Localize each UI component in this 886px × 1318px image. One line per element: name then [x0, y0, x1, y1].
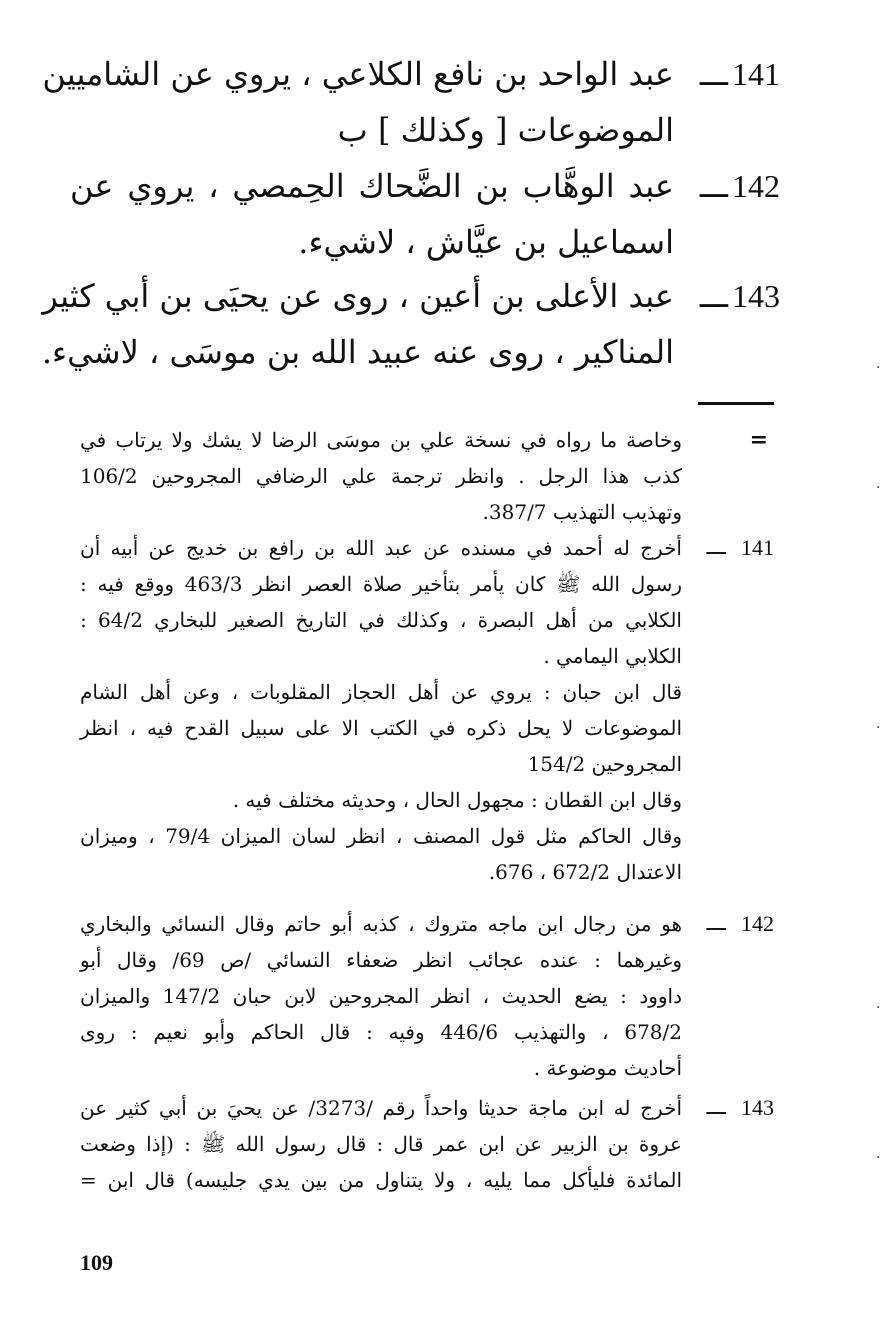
- scan-mark: ·: [876, 480, 881, 496]
- footnote-dash: ـــ: [706, 535, 726, 560]
- scan-mark: ·: [876, 1000, 881, 1016]
- entry-dash: ـــ: [699, 55, 728, 93]
- footnote-line: الكلابي من أهل البصرة ، وكذلك في التاريخ الصغير للبخاري 64/2 :: [80, 608, 682, 632]
- footnote-number: 142: [741, 911, 774, 936]
- continuation-symbol: =: [749, 427, 768, 453]
- footnote-line: الموضوعات لا يحل ذكره في الكتب الا على سبيل القدح فيه ، انظر: [80, 716, 682, 740]
- scan-mark: ·: [876, 1150, 881, 1166]
- entry-line: عبد الأعلى بن أعين ، روى عن يحيَى بن أبي كثير: [42, 277, 674, 315]
- entry-number: 141: [732, 56, 780, 92]
- footnote-line: الاعتدال 672/2 ، 676.: [488, 860, 682, 884]
- entry-line: عبد الواحد بن نافع الكلاعي ، يروي عن الشاميين: [42, 55, 674, 93]
- footnote-line: رسول الله ﷺ كان يأمر بتأخير صلاة العصر انظر 463/3 ووقع فيه :: [80, 572, 682, 596]
- footnote-dash: ـــ: [706, 911, 726, 936]
- footnote-line: أخرج له أحمد في مسنده عن عبد الله بن رافع بن خديج عن أبيه أن: [80, 536, 682, 560]
- footnote-line: هو من رجال ابن ماجه متروك ، كذبه أبو حاتم وقال النسائي والبخاري: [80, 912, 682, 936]
- footnote-line: وقال الحاكم مثل قول المصنف ، انظر لسان الميزان 79/4 ، وميزان: [80, 824, 682, 848]
- entry-number: 142: [732, 168, 780, 204]
- footnote-line: الكلابي اليمامي .: [543, 644, 682, 668]
- footnote-line: المائدة فليأكل مما يليه ، ولا يتناول من بين يدي جليسه) قال ابن =: [80, 1168, 682, 1192]
- footnote-line: وغيرهما : عنده عجائب انظر ضعفاء النسائي /ص 69/ وقال أبو: [80, 948, 682, 972]
- page-number: 109: [80, 1250, 113, 1275]
- footnote-line: داوود : يضع الحديث ، انظر المجروحين لابن حبان 147/2 والميزان: [80, 984, 683, 1008]
- scan-mark: ·: [876, 720, 881, 736]
- footnote-separator-rule: [698, 402, 774, 405]
- entry-line: اسماعيل بن عيَّاش ، لاشيء.: [298, 223, 674, 261]
- entry-number: 143: [732, 278, 780, 314]
- footnote-line: أخرج له ابن ماجة حديثا واحداً رقم /3273/ عن يحيَ بن أبي كثير عن: [80, 1096, 682, 1120]
- footnote-line: المجروحين 154/2: [527, 752, 682, 776]
- entry-line: المناكير ، روى عنه عبيد الله بن موسَى ، لاشيء.: [41, 333, 674, 371]
- entry-line: الموضوعات [ وكذلك ] ب: [337, 111, 674, 149]
- footnote-number: 143: [741, 1095, 774, 1120]
- footnote-line: وقال ابن القطان : مجهول الحال ، وحديثه مختلف فيه .: [232, 788, 682, 812]
- footnote-line: أحاديث موضوعة .: [533, 1056, 682, 1080]
- footnote-line: قال ابن حبان : يروي عن أهل الحجاز المقلوبات ، وعن أهل الشام: [80, 680, 682, 704]
- entry-dash: ـــ: [699, 277, 728, 315]
- footnote-line: 678/2 ، والتهذيب 446/6 وفيه : قال الحاكم وأبو نعيم : روى: [80, 1020, 682, 1044]
- entry-dash: ـــ: [699, 167, 728, 205]
- footnote-line: عروة بن الزبير عن ابن عمر قال : قال رسول الله ﷺ : (إذا وضعت: [80, 1132, 682, 1156]
- footnote-dash: ـــ: [706, 1095, 726, 1120]
- entry-line: عبد الوهَّاب بن الضَّحاك الحِمصي ، يروي عن: [70, 167, 674, 205]
- scan-mark: ·: [876, 360, 881, 376]
- footnote-number: 141: [741, 535, 774, 560]
- footnote-line: وتهذيب التهذيب 387/7.: [482, 500, 682, 524]
- footnote-line: وخاصة ما رواه في نسخة علي بن موسَى الرضا لا يشك ولا يرتاب في: [80, 428, 682, 452]
- footnote-line: كذب هذا الرجل . وانظر ترجمة علي الرضافي المجروحين 106/2: [80, 464, 682, 488]
